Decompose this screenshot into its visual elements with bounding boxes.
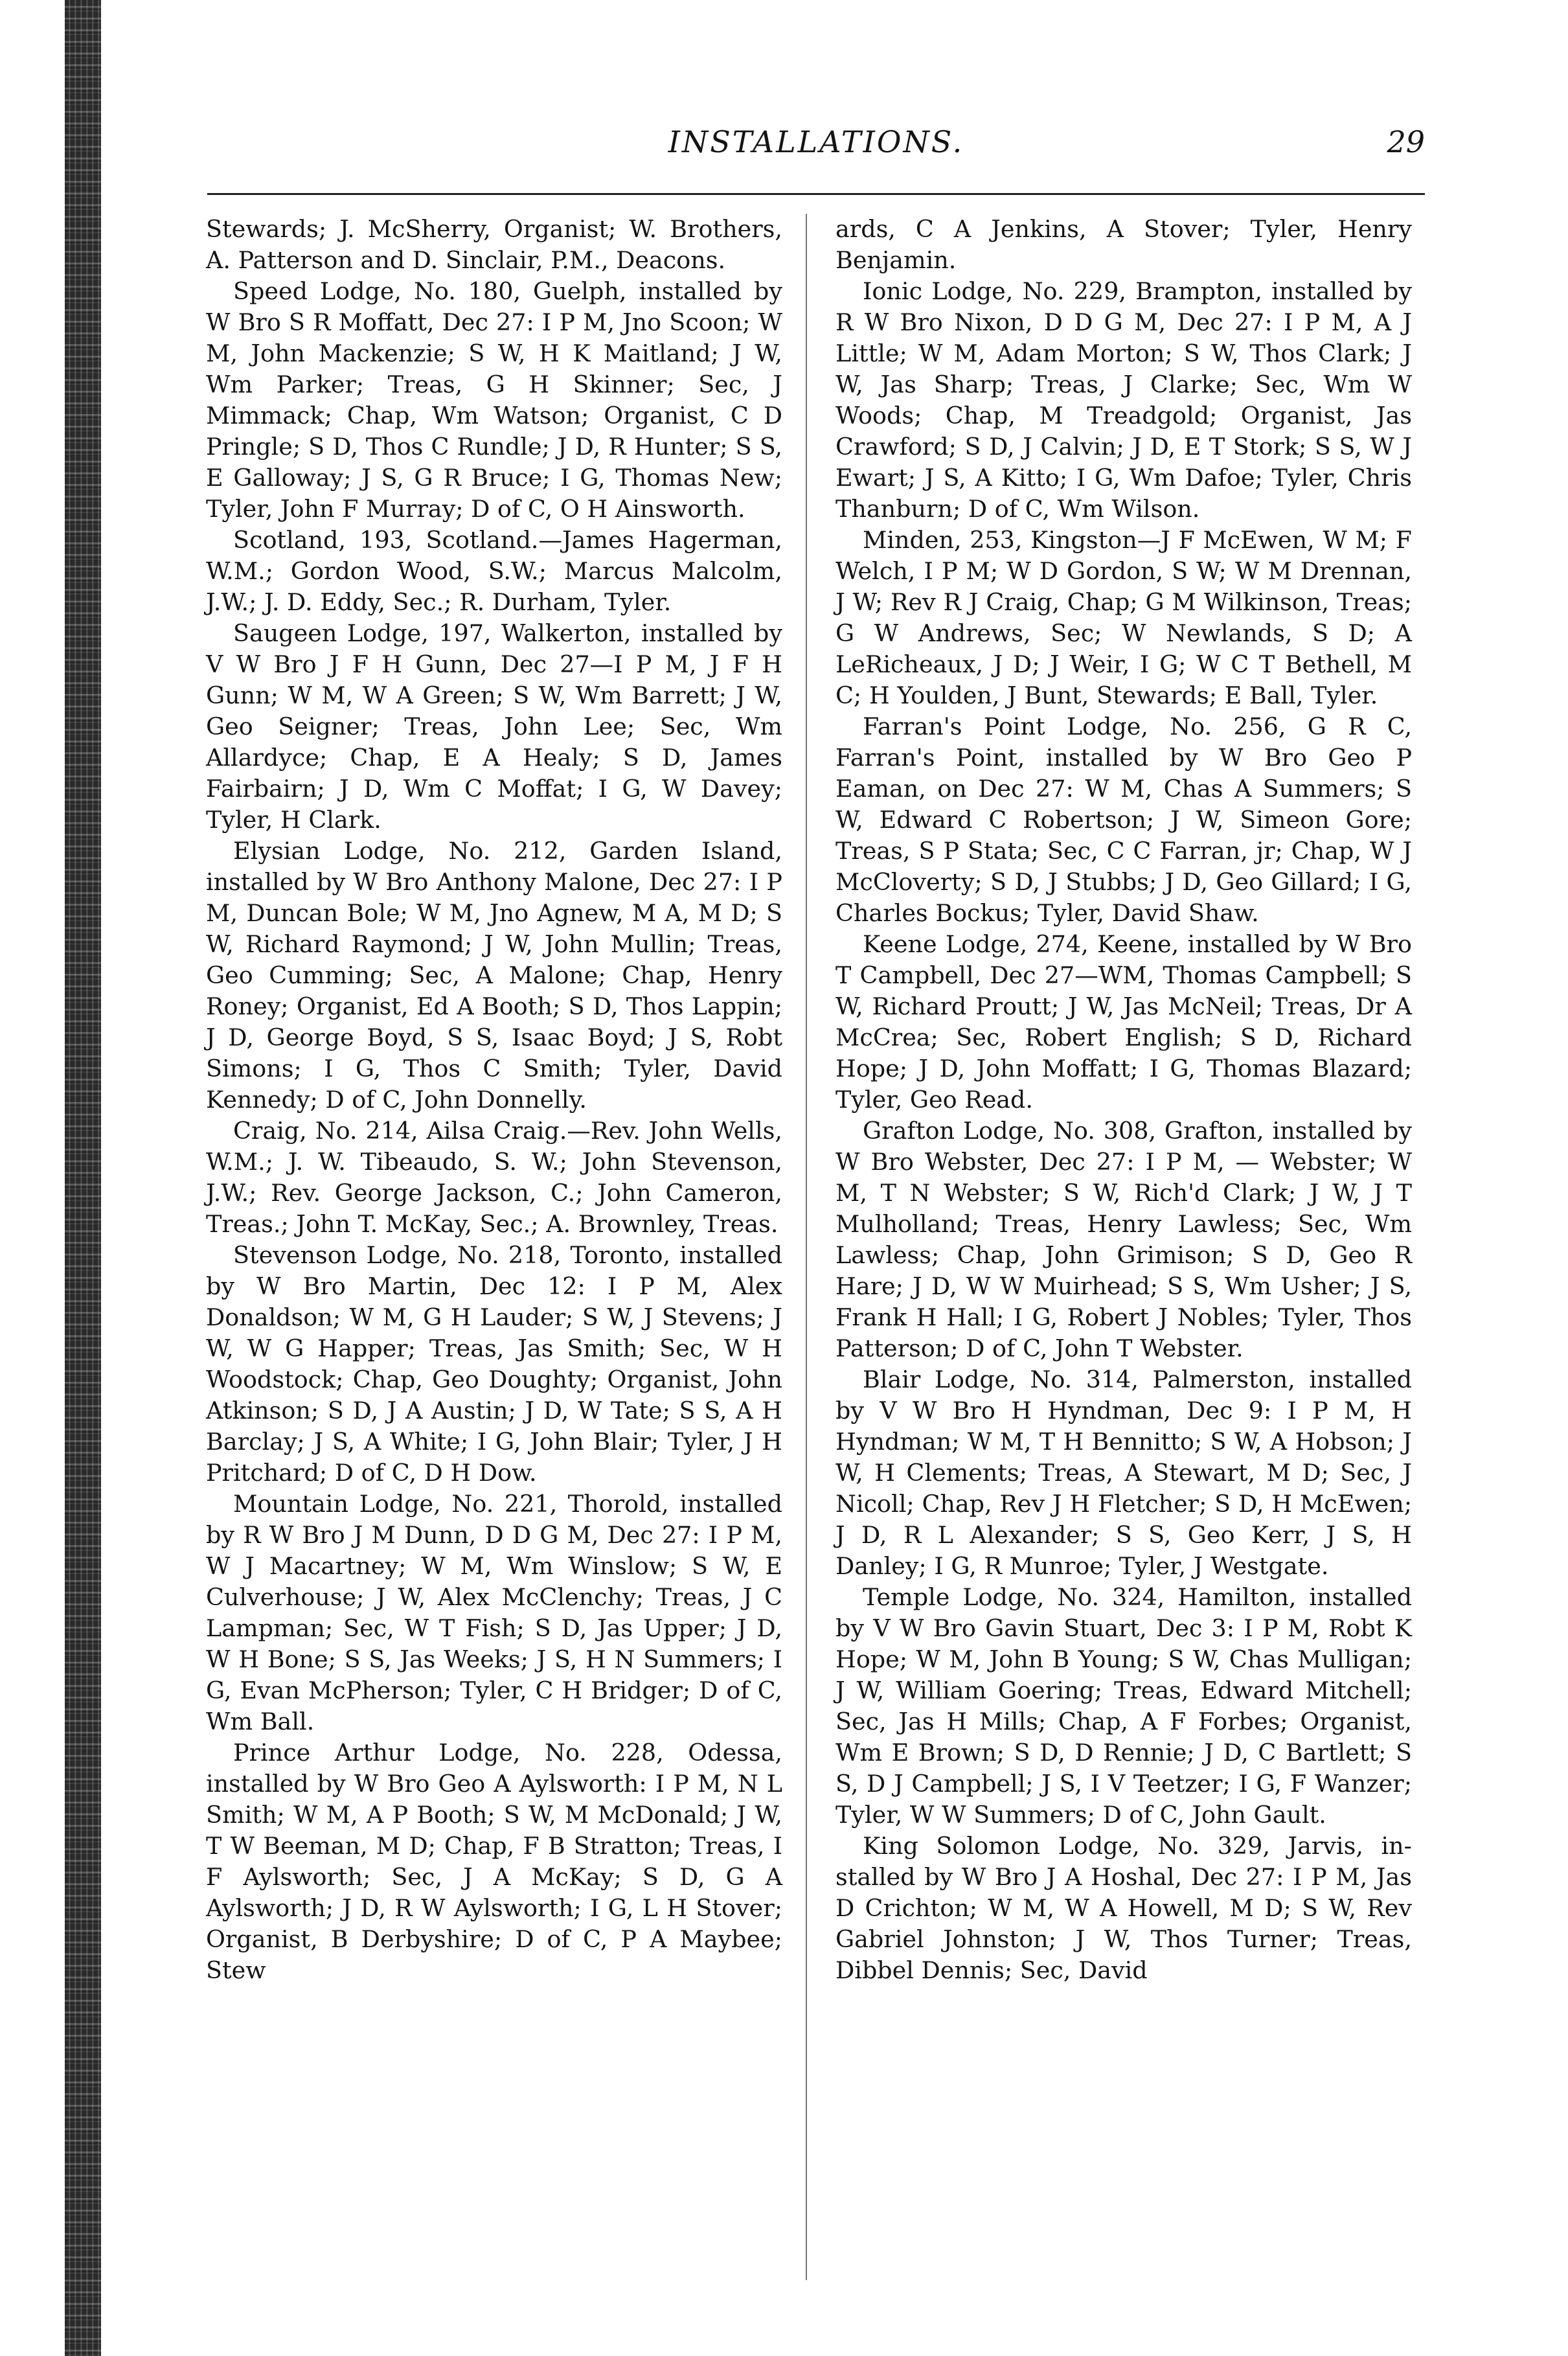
lodge-entry: Grafton Lodge, No. 308, Grafton, installed by W Bro Webster, Dec 27: I P M, — Webster; W M, T N Webster; S W, Rich'd Clark; J W, J T Mulholland; Treas, Henry Lawless; Sec, Wm Lawless; Chap, John Grimison; S D, Geo R Hare; J D, W W Muirhead; S S, Wm Usher; J S, Frank H Hall; I G, Robert J Nobles; Tyler, Thos Patterson; D of C, John T Webster.	[835, 1117, 1412, 1362]
lodge-entry: Prince Arthur Lodge, No. 228, Odessa, installed by W Bro Geo A Aylsworth: I P M, N L Smith; W M, A P Booth; S W, M McDonald; J W, T W Beeman, M D; Chap, F B Stratton; Treas, I F Aylsworth; Sec, J A McKay; S D, G A Aylsworth; J D, R W Aylsworth; I G, L H Stover; Organist, B Derbyshire; D of C, P A Maybee; Stew	[206, 1739, 782, 1984]
lodge-entry: Farran's Point Lodge, No. 256, G R C, Farran's Point, installed by W Bro Geo P Eaman, on Dec 27: W M, Chas A Summers; S W, Edward C Robertson; J W, Simeon Gore; Treas, S P Stata; Sec, C C Farran, jr; Chap, W J McCloverty; S D, J Stubbs; J D, Geo Gillard; I G, Charles Bockus; Tyler, David Shaw.	[835, 713, 1412, 927]
lodge-entry: Keene Lodge, 274, Keene, installed by W Bro T Campbell, Dec 27—WM, Thomas Campbell; S W, Richard Proutt; J W, Jas McNeil; Treas, Dr A McCrea; Sec, Robert English; S D, Richard Hope; J D, John Moffatt; I G, Thomas Blazard; Tyler, Geo Read.	[835, 930, 1412, 1114]
lodge-entry: Blair Lodge, No. 314, Palmerston, installed by V W Bro H Hyndman, Dec 9: I P M, H Hyndman; W M, T H Bennitto; S W, A Hobson; J W, H Clements; Treas, A Stewart, M D; Sec, J Nicoll; Chap, Rev J H Fletcher; S D, H McEwen; J D, R L Alexander; S S, Geo Kerr, J S, H Danley; I G, R Munroe; Tyler, J Westgate.	[835, 1366, 1412, 1580]
lodge-entry: Stevenson Lodge, No. 218, Toronto, installed by W Bro Martin, Dec 12: I P M, Alex Donaldson; W M, G H Lauder; S W, J Stevens; J W, W G Happer; Treas, Jas Smith; Sec, W H Woodstock; Chap, Geo Doughty; Organist, John Atkinson; S D, J A Austin; J D, W Tate; S S, A H Barclay; J S, A White; I G, John Blair; Tyler, J H Pritchard; D of C, D H Dow.	[206, 1241, 782, 1487]
lodge-entry: Stewards; J. McSherry, Organist; W. Brothers, A. Patterson and D. Sinclair, P.M., Deacons.	[206, 215, 782, 274]
lodge-entry: Craig, No. 214, Ailsa Craig.—Rev. John Wells, W.M.; J. W. Tibeaudo, S. W.; John Stevenson, J.W.; Rev. George Jackson, C.; John Cameron, Treas.; John T. McKay, Sec.; A. Brownley, Treas.	[206, 1117, 782, 1238]
page-number: 29	[1387, 124, 1425, 159]
column-divider	[806, 214, 807, 2280]
lodge-entry: Elysian Lodge, No. 212, Garden Island, installed by W Bro Anthony Malone, Dec 27: I P M, Duncan Bole; W M, Jno Agnew, M A, M D; S W, Richard Raymond; J W, John Mullin; Treas, Geo Cumming; Sec, A Malone; Chap, Henry Roney; Organist, Ed A Booth; S D, Thos Lappin; J D, George Boyd, S S, Isaac Boyd; J S, Robt Simons; I G, Thos C Smith; Tyler, David Kennedy; D of C, John Donnelly.	[206, 837, 782, 1114]
lodge-entry: Temple Lodge, No. 324, Hamilton, installed by V W Bro Gavin Stuart, Dec 3: I P M, Robt K Hope; W M, John B Young; S W, Chas Mulligan; J W, William Goering; Treas, Edward Mitchell; Sec, Jas H Mills; Chap, A F Forbes; Organist, Wm E Brown; S D, D Rennie; J D, C Bartlett; S S, D J Campbell; J S, I V Teetzer; I G, F Wanzer; Tyler, W W Summers; D of C, John Gault.	[835, 1583, 1412, 1829]
book-spine-shadow	[65, 0, 101, 2356]
lodge-entry: Mountain Lodge, No. 221, Thorold, installed by R W Bro J M Dunn, D D G M, Dec 27: I P M, W J Macartney; W M, Wm Winslow; S W, E Culverhouse; J W, Alex McClenchy; Treas, J C Lampman; Sec, W T Fish; S D, Jas Upper; J D, W H Bone; S S, Jas Weeks; J S, H N Summers; I G, Evan McPherson; Tyler, C H Bridger; D of C, Wm Ball.	[206, 1490, 782, 1735]
page-header	[207, 124, 1425, 183]
lodge-entry: ards, C A Jenkins, A Stover; Tyler, Henry Benjamin.	[835, 215, 1412, 274]
running-title: INSTALLATIONS.	[668, 124, 964, 159]
lodge-entry: Saugeen Lodge, 197, Walkerton, installed by V W Bro J F H Gunn, Dec 27—I P M, J F H Gunn; W M, W A Green; S W, Wm Barrett; J W, Geo Seigner; Treas, John Lee; Sec, Wm Allardyce; Chap, E A Healy; S D, James Fairbairn; J D, Wm C Moffat; I G, W Davey; Tyler, H Clark.	[206, 619, 782, 834]
right-column	[835, 214, 1412, 1986]
lodge-entry: Speed Lodge, No. 180, Guelph, installed by W Bro S R Moffatt, Dec 27: I P M, Jno Scoon; W M, John Mackenzie; S W, H K Maitland; J W, Wm Parker; Treas, G H Skinner; Sec, J Mimmack; Chap, Wm Watson; Organist, C D Pringle; S D, Thos C Rundle; J D, R Hunter; S S, E Galloway; J S, G R Bruce; I G, Thomas New; Tyler, John F Murray; D of C, O H Ainsworth.	[206, 277, 782, 523]
lodge-entry: Scotland, 193, Scotland.—James Hagerman, W.M.; Gordon Wood, S.W.; Marcus Malcolm, J.W.; J. D. Eddy, Sec.; R. Durham, Tyler.	[206, 526, 782, 616]
lodge-entry: King Solomon Lodge, No. 329, Jarvis, installed by W Bro J A Hoshal, Dec 27: I P M, Jas D Crichton; W M, W A Howell, M D; S W, Rev Gabriel Johnston; J W, Thos Turner; Treas, Dibbel Dennis; Sec, David	[835, 1832, 1412, 1984]
left-column	[206, 214, 782, 1986]
lodge-entry: Minden, 253, Kingston—J F McEwen, W M; F Welch, I P M; W D Gordon, S W; W M Drennan, J W; Rev R J Craig, Chap; G M Wilkinson, Treas; G W Andrews, Sec; W Newlands, S D; A LeRicheaux, J D; J Weir, I G; W C T Bethell, M C; H Youlden, J Bunt, Stewards; E Ball, Tyler.	[835, 526, 1412, 709]
lodge-entry: Ionic Lodge, No. 229, Brampton, installed by R W Bro Nixon, D D G M, Dec 27: I P M, A J Little; W M, Adam Morton; S W, Thos Clark; J W, Jas Sharp; Treas, J Clarke; Sec, Wm W Woods; Chap, M Treadgold; Organist, Jas Crawford; S D, J Calvin; J D, E T Stork; S S, W J Ewart; J S, A Kitto; I G, Wm Dafoe; Tyler, Chris Thanburn; D of C, Wm Wilson.	[835, 277, 1412, 523]
header-rule	[207, 193, 1425, 195]
